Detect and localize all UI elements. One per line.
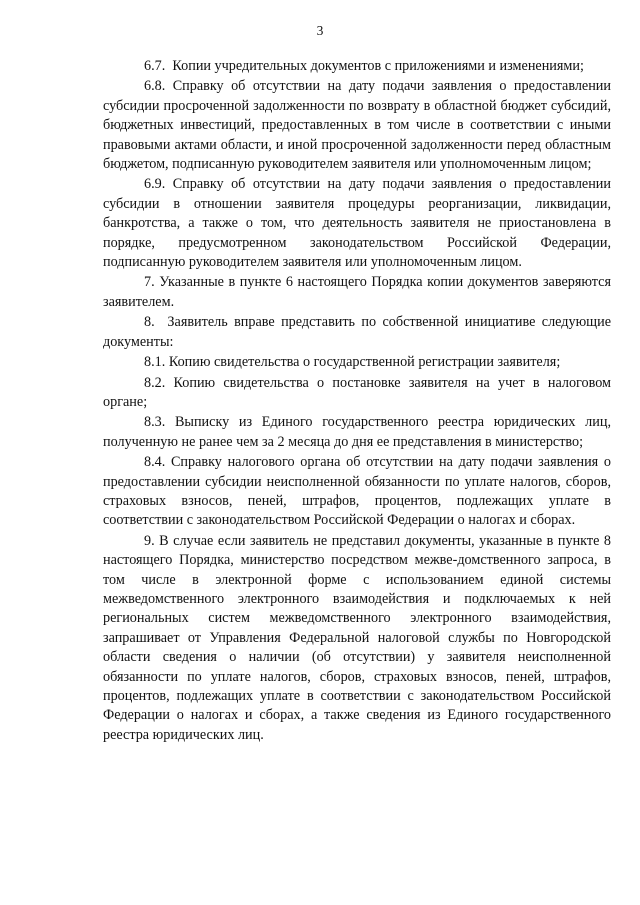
paragraph-9: 9. В случае если заявитель не представил документы, указанные в пункте 8 настоящего Порядка, министерство посредством межве-домственного запроса, в том числе в электронной форме с использованием единой системы межведомственного электронного взаимодействия и подключаемых к ней региональных систем межведомственного электронного взаимодействия, запрашивает от Управления Федеральной налоговой службы по Новгородской области сведения о наличии (об отсутствии) у заявителя неисполненной обязанности по уплате налогов, сборов, страховых взносов, пеней, штрафов, процентов, подлежащих уплате в соответствии с законодательством Российской Федерации о налогах и сборах, а также сведения из Единого государственного реестра юридических лиц. bbox=[103, 532, 611, 743]
paragraph-8-4: 8.4. Справку налогового органа об отсутствии на дату подачи заявления о предоставлении субсидии неисполненной обязанности по уплате налогов, сборов, страховых взносов, пеней, штрафов, процентов, подлежащих уплате в соответствии с законодательством Российской Федерации о налогах и сборах. bbox=[103, 454, 611, 529]
paragraph-8-1: 8.1. Копию свидетельства о государственной регистрации заявителя; bbox=[144, 354, 561, 371]
paragraph-8-3: 8.3. Выписку из Единого государственного реестра юридических лиц, полученную не ранее чем за 2 месяца до дня ее представления в министерство; bbox=[103, 414, 611, 450]
paragraph-8: 8. Заявитель вправе представить по собственной инициативе следующие документы: bbox=[103, 314, 611, 350]
paragraph-7: 7. Указанные в пункте 6 настоящего Порядка копии документов заверяются заявителем. bbox=[103, 274, 611, 310]
paragraph-6-9: 6.9. Справку об отсутствии на дату подачи заявления о предоставлении субсидии в отношении заявителя процедуры реорганизации, ликвидации, банкротства, а также о том, что деятельность заявителя не приостановлена в порядке, предусмотренном законодательством Российской Федерации, подписанную руководителем заявителя или уполномоченным лицом. bbox=[103, 176, 611, 271]
document-body bbox=[103, 57, 611, 745]
paragraph-6-7: 6.7. Копии учредительных документов с приложениями и изменениями; bbox=[144, 58, 584, 74]
paragraph-6-8: 6.8. Справку об отсутствии на дату подачи заявления о предоставлении субсидии просроченной задолженности по возврату в областной бюджет субсидий, бюджетных инвестиций, предоставленных в том числе в соответствии с иными правовыми актами области, и иной просроченной задолженности перед областным бюджетом, подписанную руководителем заявителя или уполномоченным лицом; bbox=[103, 78, 611, 173]
page-number: 3 bbox=[316, 23, 324, 38]
paragraph-8-2: 8.2. Копию свидетельства о постановке заявителя на учет в налоговом органе; bbox=[103, 374, 611, 410]
